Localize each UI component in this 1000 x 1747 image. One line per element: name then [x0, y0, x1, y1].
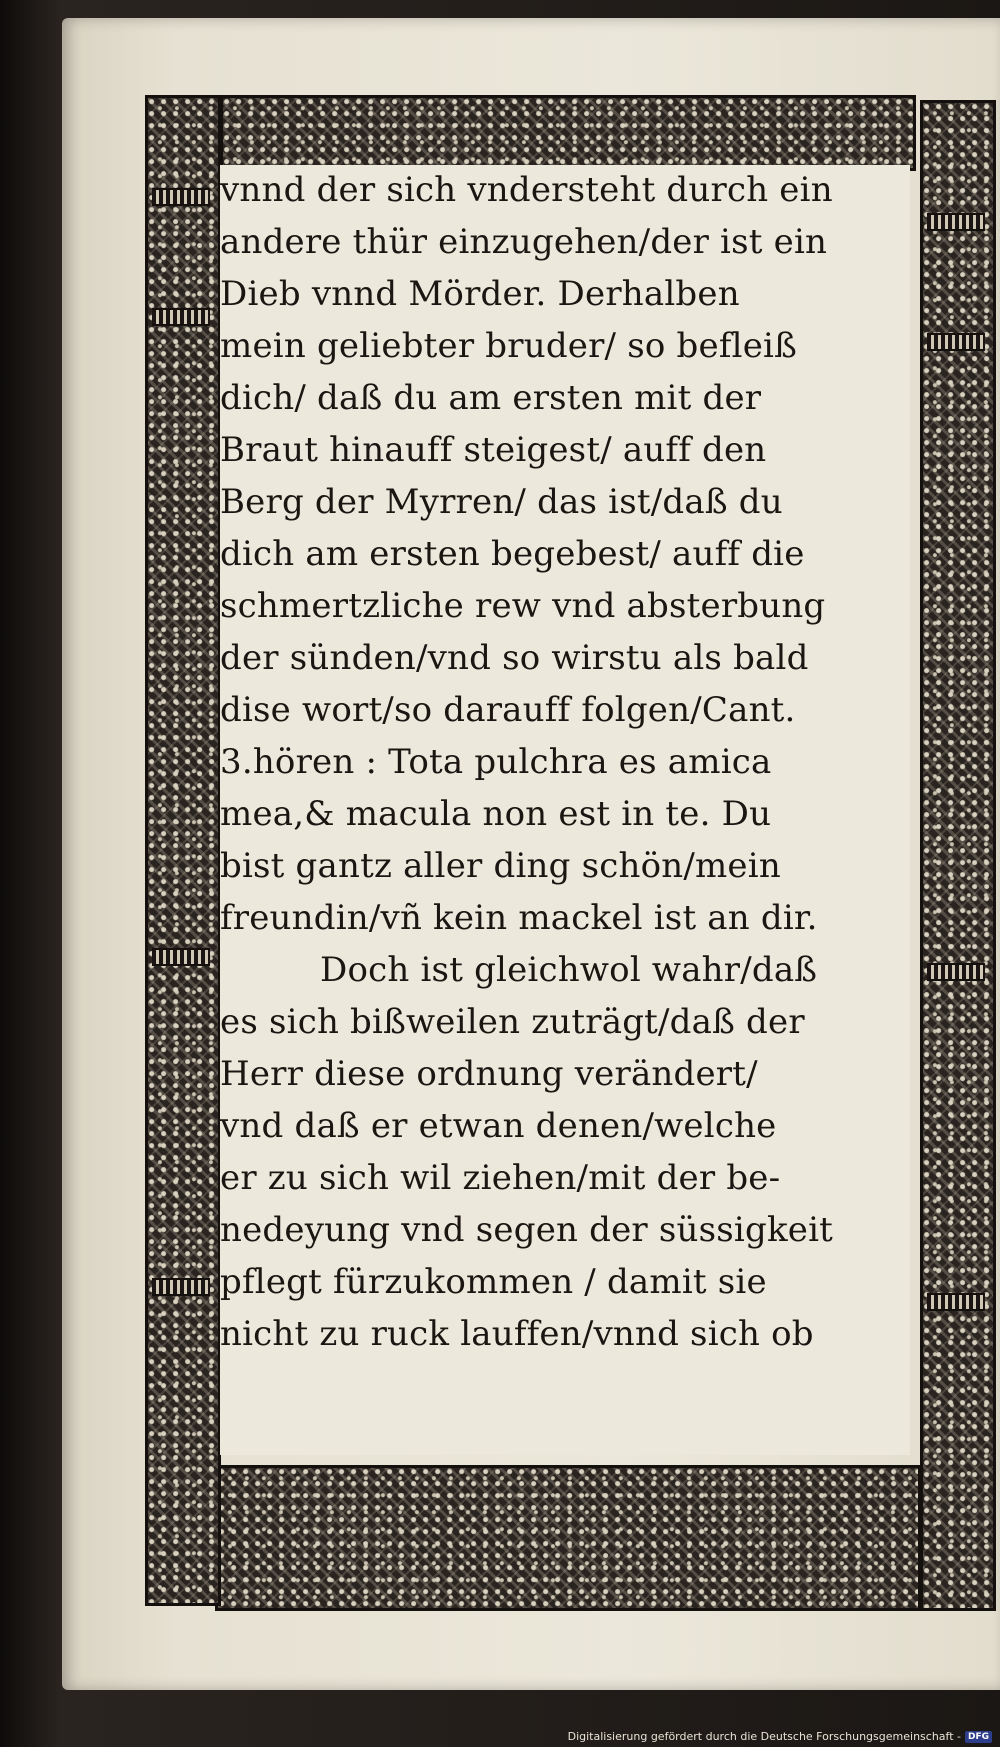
text-line: Braut hinauff steigest/ auff den [220, 430, 767, 470]
text-line: Dieb vnnd Mörder. Derhalben [220, 274, 740, 314]
text-line: andere thür einzugehen/der ist ein [220, 222, 828, 262]
text-line: vnnd der sich vndersteht durch ein [220, 170, 833, 210]
text-line: der sünden/vnd so wirstu als bald [220, 638, 809, 678]
text-line: dise wort/so darauff folgen/Cant. [220, 690, 796, 730]
text-line: es sich bißweilen zuträgt/daß der [220, 1002, 805, 1042]
text-line: 3.hören : Tota pulchra es amica [220, 742, 772, 782]
pillar-band [152, 308, 210, 326]
text-line: vnd daß er etwan denen/welche [220, 1106, 777, 1146]
text-line: Doch ist gleichwol wahr/daß [320, 950, 818, 990]
pillar-band [927, 1293, 985, 1311]
pillar-band [152, 948, 210, 966]
text-block [220, 165, 910, 1455]
text-line: dich am ersten begebest/ auff die [220, 534, 805, 574]
text-line: Berg der Myrren/ das ist/daß du [220, 482, 783, 522]
text-line: freundin/vñ kein mackel ist an dir. [220, 898, 818, 938]
credit-text: Digitalisierung gefördert durch die Deutsche Forschungsgemeinschaft - [567, 1730, 961, 1743]
text-line: Herr diese ordnung verändert/ [220, 1054, 758, 1094]
text-line: pflegt fürzukommen / damit sie [220, 1262, 767, 1302]
text-line: mein geliebter bruder/ so befleiß [220, 326, 797, 366]
woodcut-bottom-ornament [215, 1465, 921, 1611]
woodcut-top-ornament [220, 95, 916, 171]
text-line: nedeyung vnd segen der süssigkeit [220, 1210, 834, 1250]
dfg-logo: DFG [965, 1731, 992, 1743]
woodcut-left-pillar [145, 95, 221, 1606]
pillar-band [927, 213, 985, 231]
text-line: bist gantz aller ding schön/mein [220, 846, 781, 886]
pillar-band [927, 333, 985, 351]
pillar-band [152, 188, 210, 206]
digitization-credit [568, 1730, 992, 1743]
text-line: nicht zu ruck lauffen/vnnd sich ob [220, 1314, 814, 1354]
text-line: er zu sich wil ziehen/mit der be- [220, 1158, 781, 1198]
text-line: schmertzliche rew vnd absterbung [220, 586, 826, 626]
text-line: dich/ daß du am ersten mit der [220, 378, 762, 418]
text-line: mea,& macula non est in te. Du [220, 794, 772, 834]
woodcut-right-pillar [920, 100, 996, 1611]
pillar-band [152, 1278, 210, 1296]
